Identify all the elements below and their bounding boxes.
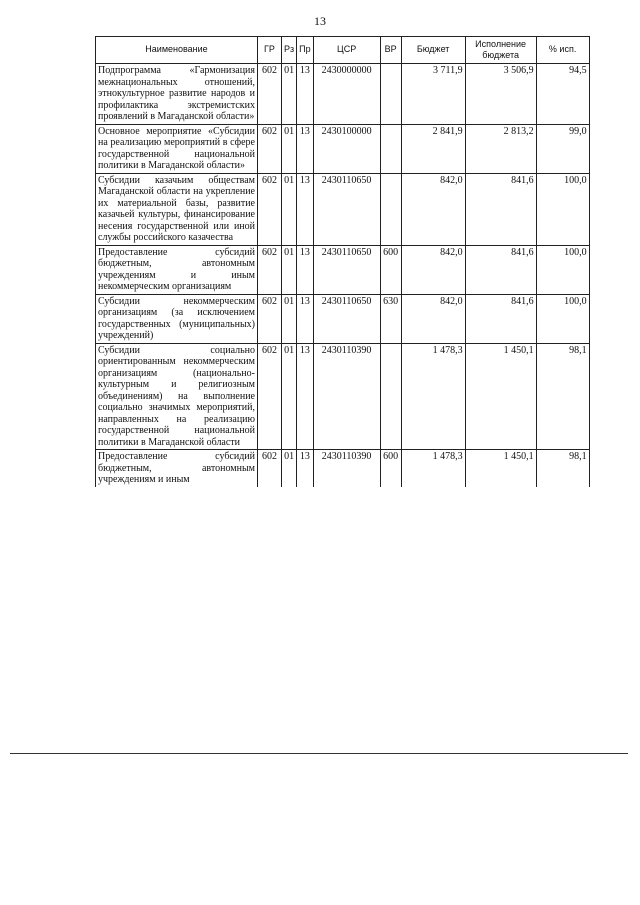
row-execution: 3 506,9: [465, 64, 536, 125]
row-budget: 842,0: [401, 173, 465, 245]
row-csr: 2430110650: [313, 173, 380, 245]
row-rz: 01: [282, 245, 297, 294]
row-percent: 100,0: [536, 245, 589, 294]
row-vr: 600: [380, 450, 401, 487]
row-percent: 100,0: [536, 173, 589, 245]
row-gr: 602: [258, 173, 282, 245]
row-pr: 13: [297, 450, 313, 487]
row-vr: [380, 124, 401, 173]
row-csr: 2430110650: [313, 245, 380, 294]
row-name: Предоставление субсидий бюджетным, автономным учреждениям и иным некоммерческим организациям: [96, 245, 258, 294]
row-execution: 1 450,1: [465, 450, 536, 487]
header-execution: Исполнение бюджета: [465, 37, 536, 64]
row-gr: 602: [258, 294, 282, 343]
row-gr: 602: [258, 450, 282, 487]
row-name: Основное мероприятие «Субсидии на реализацию мероприятий в сфере государственной национальной политики в Магаданской области»: [96, 124, 258, 173]
row-csr: 2430100000: [313, 124, 380, 173]
row-pr: 13: [297, 343, 313, 450]
row-csr: 2430110650: [313, 294, 380, 343]
row-name: Предоставление субсидий бюджетным, автономным учреждениям и иным: [96, 450, 258, 487]
row-execution: 2 813,2: [465, 124, 536, 173]
row-name: Подпрограмма «Гармонизация межнациональных отношений, этнокультурное развитие народов и профилактика экстремистских проявлений в Магаданской области»: [96, 64, 258, 125]
row-vr: [380, 173, 401, 245]
row-gr: 602: [258, 245, 282, 294]
row-budget: 842,0: [401, 294, 465, 343]
row-gr: 602: [258, 64, 282, 125]
table-row: [96, 294, 590, 343]
header-name: Наименование: [96, 37, 258, 64]
table-header-row: [96, 37, 590, 64]
row-rz: 01: [282, 173, 297, 245]
row-execution: 1 450,1: [465, 343, 536, 450]
header-vr: ВР: [380, 37, 401, 64]
row-name: Субсидии некоммерческим организациям (за исключением государственных (муниципальных) учреждений): [96, 294, 258, 343]
header-percent: % исп.: [536, 37, 589, 64]
row-gr: 602: [258, 124, 282, 173]
row-percent: 98,1: [536, 343, 589, 450]
row-pr: 13: [297, 245, 313, 294]
row-csr: 2430000000: [313, 64, 380, 125]
header-rz: Рз: [282, 37, 297, 64]
table-row: [96, 450, 590, 487]
header-csr: ЦСР: [313, 37, 380, 64]
row-execution: 841,6: [465, 294, 536, 343]
table-row: [96, 343, 590, 450]
row-percent: 100,0: [536, 294, 589, 343]
row-budget: 1 478,3: [401, 343, 465, 450]
table-row: [96, 173, 590, 245]
row-pr: 13: [297, 173, 313, 245]
row-execution: 841,6: [465, 173, 536, 245]
row-vr: [380, 64, 401, 125]
row-pr: 13: [297, 64, 313, 125]
row-rz: 01: [282, 450, 297, 487]
row-percent: 99,0: [536, 124, 589, 173]
row-rz: 01: [282, 64, 297, 125]
page-number: 13: [314, 14, 326, 28]
row-budget: 842,0: [401, 245, 465, 294]
row-rz: 01: [282, 294, 297, 343]
row-gr: 602: [258, 343, 282, 450]
row-budget: 1 478,3: [401, 450, 465, 487]
row-rz: 01: [282, 124, 297, 173]
table-row: [96, 124, 590, 173]
row-budget: 2 841,9: [401, 124, 465, 173]
row-percent: 94,5: [536, 64, 589, 125]
row-vr: 600: [380, 245, 401, 294]
row-name: Субсидии социально ориентированным некоммерческим организациям (национально-культурным и религиозным объединениям) на выполнение социально значимых мероприятий, направленных на реализацию государственной национальной политики в Магаданской области: [96, 343, 258, 450]
budget-execution-table: [95, 36, 590, 487]
header-pr: Пр: [297, 37, 313, 64]
row-vr: [380, 343, 401, 450]
row-pr: 13: [297, 124, 313, 173]
header-budget: Бюджет: [401, 37, 465, 64]
table-row: [96, 245, 590, 294]
row-budget: 3 711,9: [401, 64, 465, 125]
row-name: Субсидии казачьим обществам Магаданской области на укрепление их материальной базы, развитие казачьей культуры, финансирование несения государственной или иной службы российского казачества: [96, 173, 258, 245]
header-gr: ГР: [258, 37, 282, 64]
row-vr: 630: [380, 294, 401, 343]
row-pr: 13: [297, 294, 313, 343]
row-percent: 98,1: [536, 450, 589, 487]
footer-divider: [10, 753, 628, 754]
row-rz: 01: [282, 343, 297, 450]
row-csr: 2430110390: [313, 450, 380, 487]
row-csr: 2430110390: [313, 343, 380, 450]
table-row: [96, 64, 590, 125]
row-execution: 841,6: [465, 245, 536, 294]
